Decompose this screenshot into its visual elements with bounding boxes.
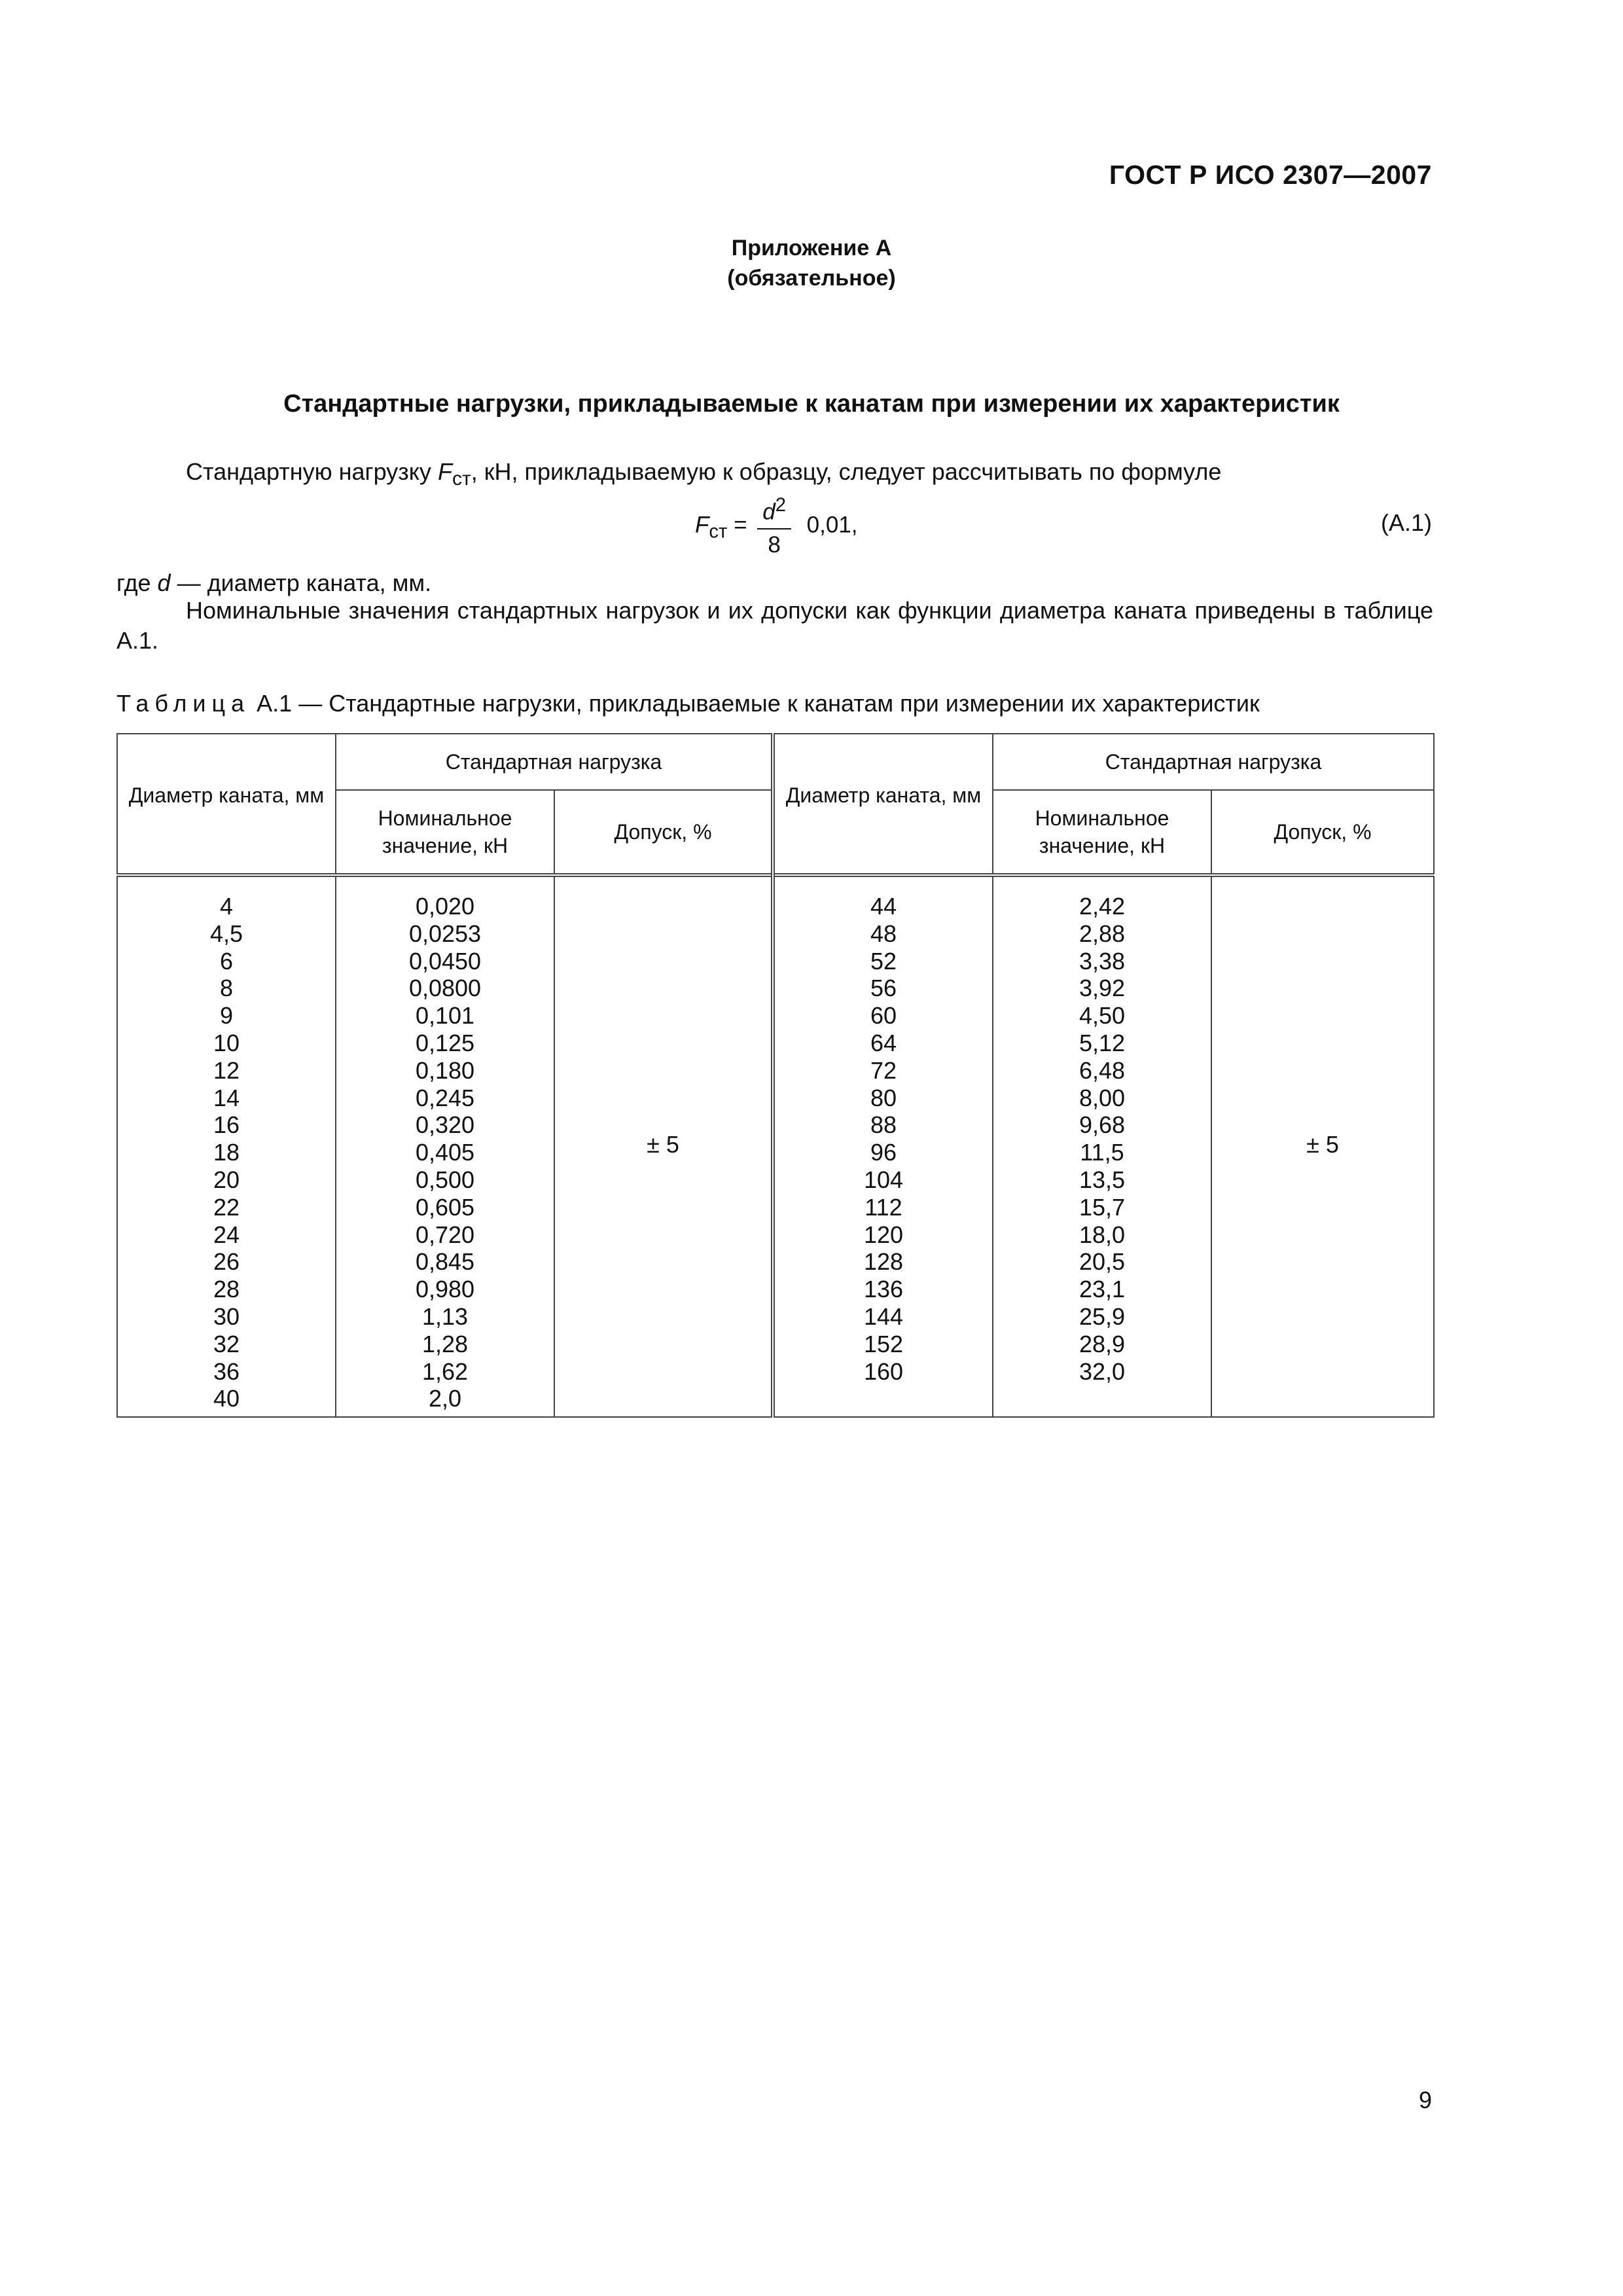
body-paragraph: Номинальные значения стандартных нагрузок и их допуски как функции диаметра каната приведены в таблице А.1. [116,597,1433,654]
table-cell-value: 0,020 [415,893,475,920]
table-cell-value: 11,5 [1080,1139,1124,1166]
table-cell-value: 0,180 [415,1056,475,1084]
table-cell-value: 6 [219,947,234,975]
formula-numerator [757,495,791,529]
formula-numerator-symbol: d [762,499,776,525]
annex-heading [0,233,1623,293]
table-cell-value: 144 [863,1302,904,1330]
table-cell-value: 32 [213,1330,240,1357]
table-cell-value: 0,101 [415,1002,475,1030]
table-cell-value: 23,1 [1079,1276,1126,1303]
table-cell-value: 0,720 [415,1221,475,1248]
table-caption [116,690,1260,717]
table-cell-value: 3,92 [1079,975,1126,1002]
table-cell-value: 36 [213,1357,240,1385]
table-cell-value: 0,980 [415,1276,475,1303]
where-clause [116,569,431,597]
table-cell-value: 48 [870,920,897,947]
header-nominal-right: Номинальное значение, кН [993,790,1211,875]
header-tolerance-right: Допуск, % [1211,790,1434,875]
table-cell-value: 13,5 [1079,1166,1126,1193]
formula-denominator: 8 [768,531,781,558]
table-cell-value: 1,13 [421,1302,469,1330]
diameter-column-right [773,875,993,1417]
table-cell-value: 18 [213,1139,240,1166]
tolerance-right: ± 5 [1211,875,1434,1417]
table-cell-value: 128 [863,1248,904,1276]
table-body-row [117,875,1434,1417]
header-diameter-left: Диаметр каната, мм [117,734,336,875]
table-cell-value: 120 [863,1221,904,1248]
table-cell-value: 32,0 [1079,1357,1126,1385]
table-cell-value: 20 [213,1166,240,1193]
header-load-left: Стандартная нагрузка [336,734,773,790]
diameter-column-left [117,875,336,1417]
table-cell-value: 80 [870,1084,897,1111]
formula-number: (А.1) [1380,509,1432,536]
standard-number: ГОСТ Р ИСО 2307—2007 [1109,160,1432,190]
intro-symbol: F [437,458,452,485]
formula [695,495,858,567]
table-cell-value: 0,405 [415,1139,475,1166]
table-cell-value: 40 [213,1385,240,1412]
annex-title: Приложение А [731,236,892,260]
table-cell-value: 52 [870,947,897,975]
table-cell-value: 10 [213,1029,240,1056]
section-title: Стандартные нагрузки, прикладываемые к канатам при измерении их характеристик [283,390,1340,418]
table-cell-value: 64 [870,1029,897,1056]
table-cell-value: 8,00 [1079,1084,1126,1111]
where-text: — диаметр каната, мм. [170,569,432,596]
where-symbol: d [157,569,171,596]
intro-before: Стандартную нагрузку [186,458,438,485]
table-cell-value: 1,62 [421,1357,469,1385]
table-cell-value: 14 [213,1084,240,1111]
table-cell-value: 12 [213,1056,240,1084]
table-cell-value: 104 [863,1166,904,1193]
table-cell-value: 72 [870,1056,897,1084]
table-cell-value: 30 [213,1302,240,1330]
table-header-row [117,734,1434,790]
nominal-column-right [993,875,1211,1417]
table-cell-value: 1,28 [421,1330,469,1357]
table-cell-value: 28 [213,1276,240,1303]
header-load-right: Стандартная нагрузка [993,734,1434,790]
table-cell-value: 0,845 [415,1248,475,1276]
table-cell-value: 6,48 [1079,1056,1126,1084]
formula-factor: 0,01, [806,512,858,538]
table-cell-value: 2,0 [428,1385,462,1412]
table-cell-value: 18,0 [1079,1221,1126,1248]
header-nominal-left: Номинальное значение, кН [336,790,554,875]
table-cell-value: 0,245 [415,1084,475,1111]
table-cell-value: 26 [213,1248,240,1276]
table-cell-value: 0,605 [415,1193,475,1221]
table-cell-value: 5,12 [1079,1029,1126,1056]
annex-status: (обязательное) [727,266,896,291]
table-cell-value: 0,0800 [408,975,482,1002]
table-caption-label: Таблица [116,690,251,717]
table-cell-value: 0,125 [415,1029,475,1056]
formula-lhs: F [695,512,709,538]
table-cell-value: 0,0253 [408,920,482,947]
tolerance-left: ± 5 [554,875,773,1417]
table-cell-value: 4 [219,893,234,920]
table-cell-value: 22 [213,1193,240,1221]
table-cell-value: 20,5 [1079,1248,1126,1276]
table-cell-value: 9 [219,1002,234,1030]
table-cell-value: 15,7 [1079,1193,1126,1221]
where-prefix: где [116,569,158,596]
table-caption-text: А.1 — Стандартные нагрузки, прикладываемые к канатам при измерении их характеристик [250,690,1260,717]
page-number: 9 [1418,2087,1432,2113]
table-cell-value: 56 [870,975,897,1002]
table-cell-value: 3,38 [1079,947,1126,975]
table-cell-value: 0,500 [415,1166,475,1193]
table-cell-value: 152 [863,1330,904,1357]
formula-equals: = [734,512,747,538]
table-cell-value: 4,5 [209,920,243,947]
formula-power: 2 [775,495,786,516]
nominal-column-left [336,875,554,1417]
table-cell-value: 88 [870,1111,897,1139]
intro-paragraph [186,458,1221,490]
table-cell-value: 2,42 [1079,893,1126,920]
table-cell-value: 28,9 [1079,1330,1126,1357]
table-cell-value: 4,50 [1079,1002,1126,1030]
header-diameter-right: Диаметр каната, мм [773,734,993,875]
table-cell-value: 0,320 [415,1111,475,1139]
intro-after: , кН, прикладываемую к образцу, следует рассчитывать по формуле [471,458,1222,485]
table-cell-value: 0,0450 [408,947,482,975]
table-cell-value: 96 [870,1139,897,1166]
table-cell-value: 112 [865,1193,902,1221]
header-tolerance-left: Допуск, % [554,790,773,875]
table-cell-value: 24 [213,1221,240,1248]
formula-fraction [757,495,791,558]
formula-lhs-subscript: ст [709,521,728,543]
loads-table [116,733,1435,1418]
table-cell-value: 60 [870,1002,897,1030]
table-cell-value: 2,88 [1079,920,1126,947]
table-cell-value: 16 [213,1111,240,1139]
table-cell-value: 25,9 [1079,1302,1126,1330]
table-cell-value: 9,68 [1079,1111,1126,1139]
table-cell-value: 136 [863,1276,904,1303]
table-cell-value: 44 [870,893,897,920]
table-cell-value: 8 [219,975,234,1002]
table-cell-value: 160 [863,1357,904,1385]
intro-subscript: ст [452,468,471,490]
